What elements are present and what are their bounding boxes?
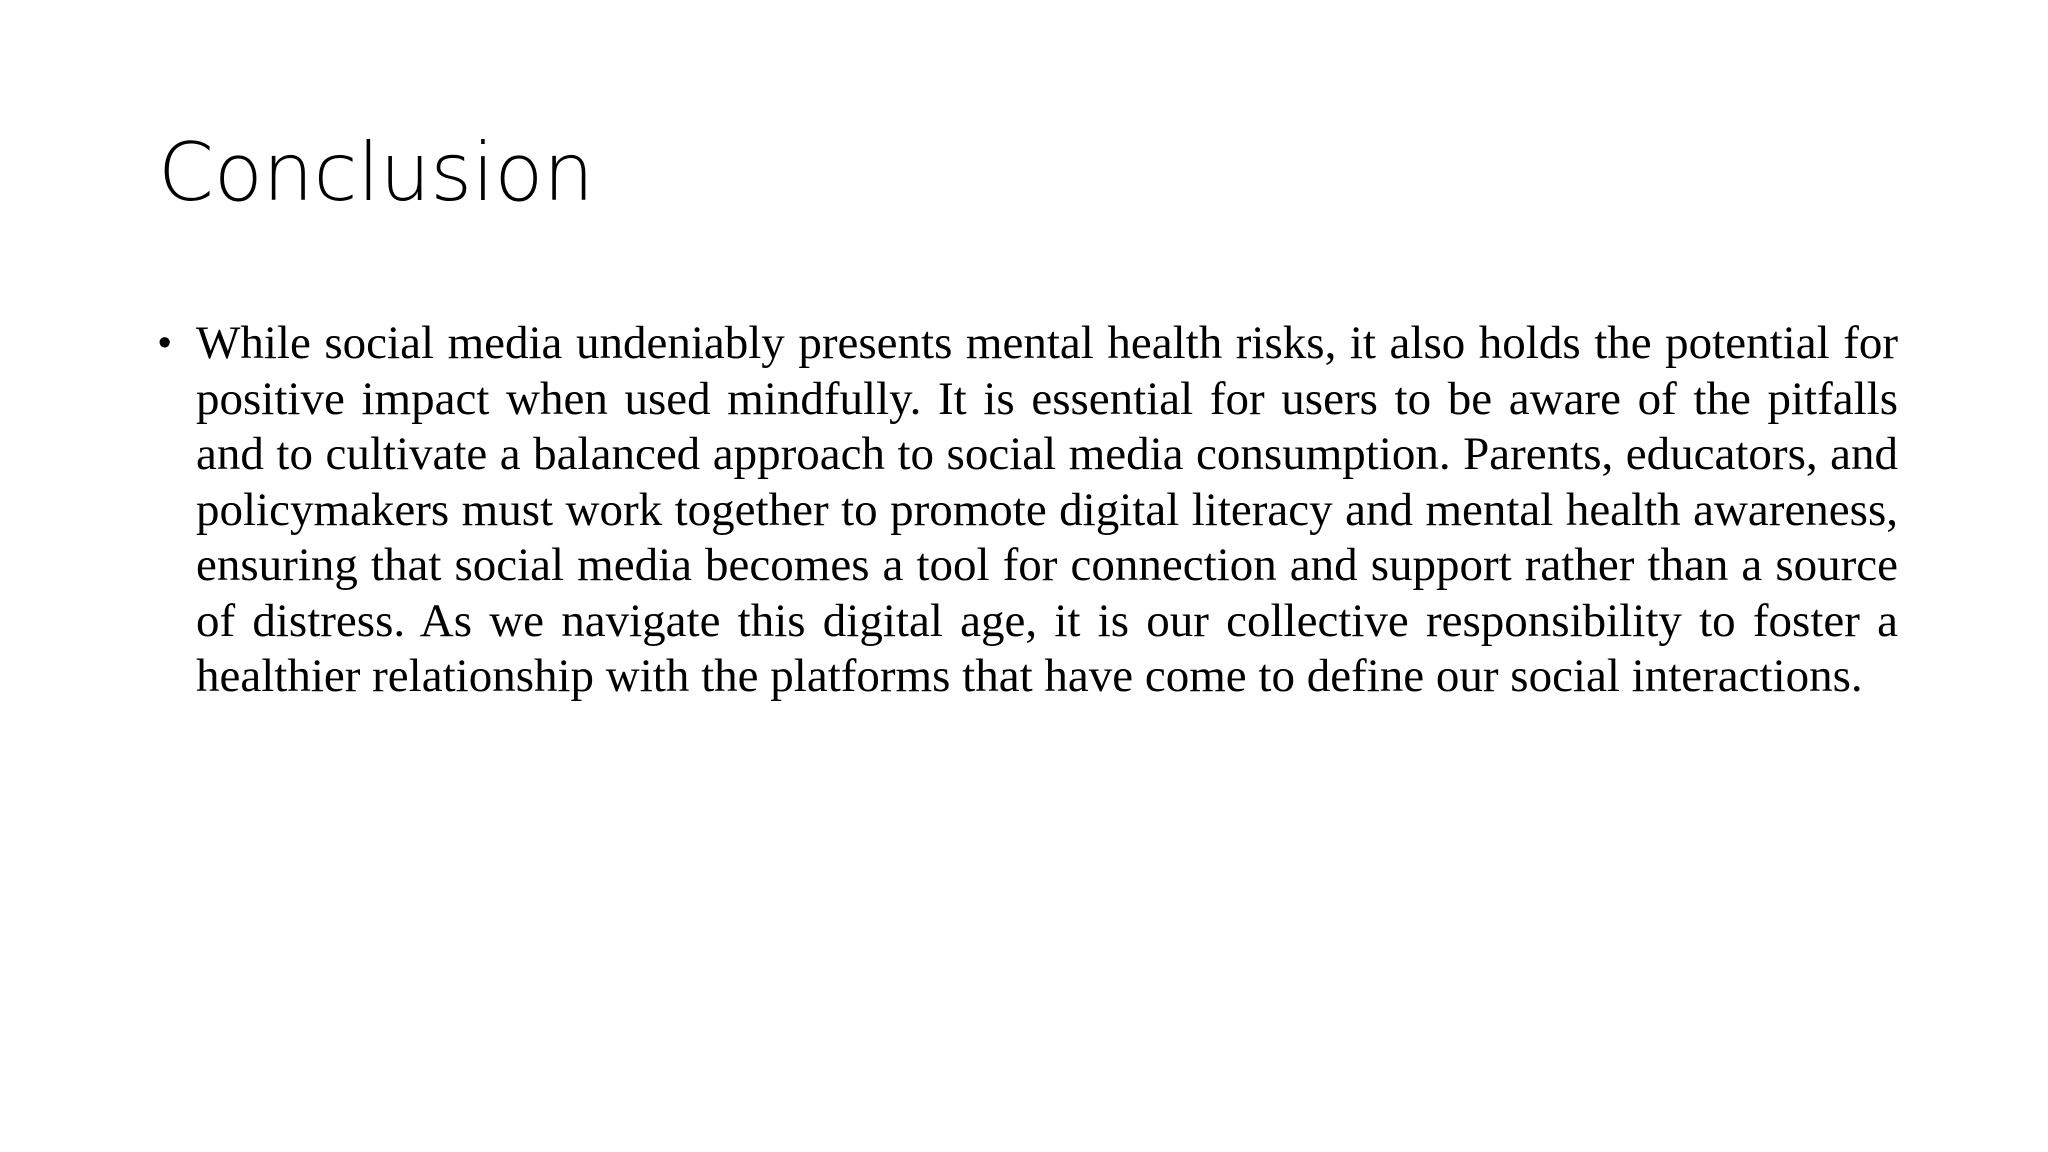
bullet-icon: • — [158, 322, 172, 364]
bullet-list — [158, 316, 1898, 705]
slide-title: Conclusion — [158, 126, 594, 219]
bullet-text: While social media undeniably presents mental health risks, it also holds the potential for positive impact when used mindfully. It is essential for users to be aware of the pitfalls and to cultivate a balanced approach to social media consumption. Parents, educators, and policymakers must work together to promote digital literacy and mental health awareness, ensuring that social media becomes a tool for connection and support rather than a source of distress. As we navigate this digital age, it is our collective responsibility to foster a healthier relationship with the platforms that have come to define our social interactions. — [196, 317, 1898, 702]
bullet-item — [158, 316, 1898, 705]
